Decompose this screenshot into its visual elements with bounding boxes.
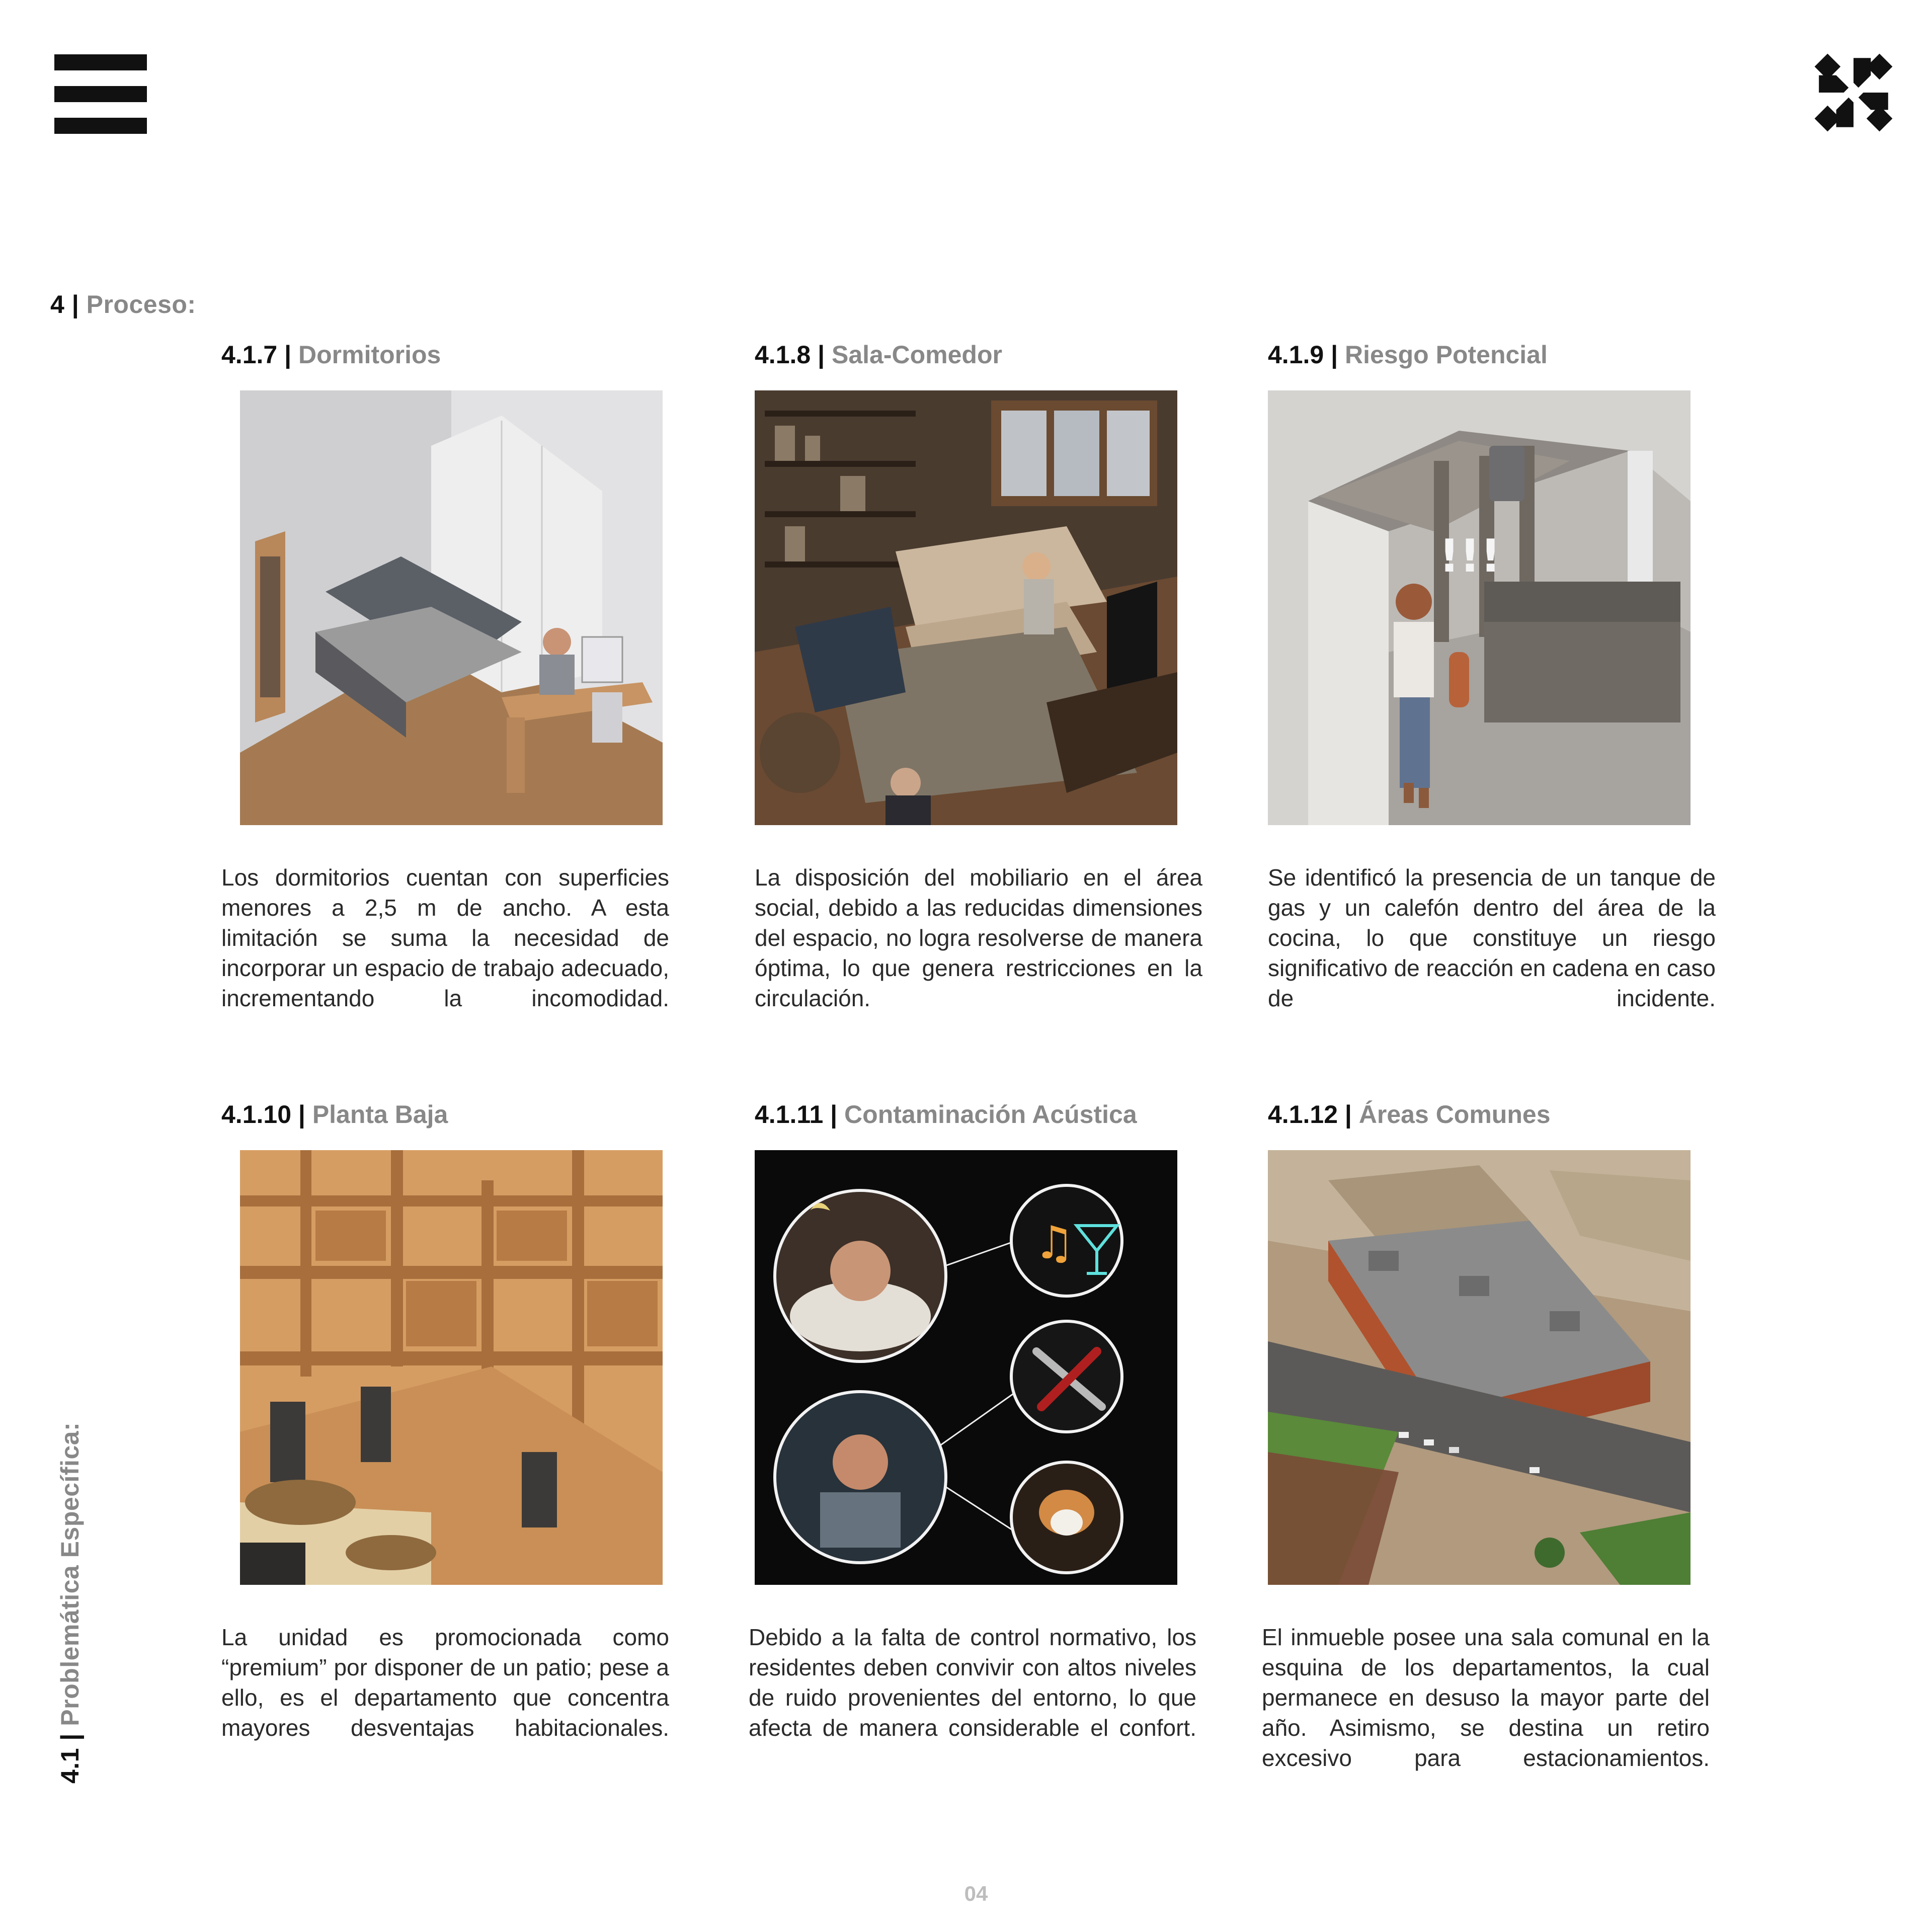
- kitchen-image: [1268, 390, 1691, 825]
- noise-image: [755, 1150, 1177, 1585]
- card-title: [221, 340, 441, 369]
- card-description: La disposición del mobiliario en el área social, debido a las reducidas dimensiones del espacio, no logra resolverse de manera óptima, lo que genera restricciones en la circulación.: [755, 864, 1202, 1011]
- card-number: 4.1.9 |: [1268, 341, 1338, 369]
- card-title: [1268, 1100, 1551, 1129]
- card-description: La unidad es promocionada como “premium” por disponer de un patio; pese a ello, es el departamento que concentra mayores desventajas habitacionales.: [221, 1624, 669, 1741]
- card-title: [755, 340, 1002, 369]
- card-description: Los dormitorios cuentan con superficies menores a 2,5 m de ancho. A esta limitación se suma la necesidad de incorporar un espacio de trabajo adecuado, incrementando la incomodidad.: [221, 864, 669, 1011]
- card-title: [755, 1100, 1137, 1129]
- living-room-image: [755, 390, 1177, 825]
- card-number: 4.1.10 |: [221, 1100, 305, 1129]
- card-number: 4.1.7 |: [221, 341, 292, 369]
- section-heading: [50, 290, 196, 319]
- section-number: 4 |: [50, 290, 79, 318]
- page-number: 04: [964, 1882, 988, 1905]
- side-section-label: [55, 1422, 85, 1784]
- bedroom-image: [240, 390, 663, 825]
- section-label: Proceso:: [86, 290, 196, 318]
- side-number: 4.1 |: [56, 1733, 84, 1784]
- side-label-text: Problemática Específica:: [56, 1422, 84, 1726]
- card-number: 4.1.8 |: [755, 341, 825, 369]
- card-number: 4.1.12 |: [1268, 1100, 1352, 1129]
- card-title-text: Sala-Comedor: [832, 341, 1002, 369]
- card-title-text: Contaminación Acústica: [844, 1100, 1137, 1129]
- card-description: Se identificó la presencia de un tanque de gas y un calefón dentro del área de la cocina, lo que constituye un riesgo significativo de reacción en cadena en caso de incidente.: [1268, 864, 1716, 1011]
- logo-icon: [1810, 49, 1897, 136]
- aerial-image: [1268, 1150, 1691, 1585]
- card-description: Debido a la falta de control normativo, los residentes deben convivir con altos niveles de ruido provenientes del entorno, lo que afecta de manera considerable el confort.: [749, 1624, 1196, 1741]
- card-number: 4.1.11 |: [755, 1100, 838, 1129]
- menu-bar: [54, 118, 147, 134]
- card-title-text: Áreas Comunes: [1358, 1100, 1551, 1129]
- menu-bar: [54, 54, 147, 70]
- svg-text:♫: ♫: [1034, 1217, 1075, 1269]
- card-description: El inmueble posee una sala comunal en la esquina de los departamentos, la cual permanece en desuso la mayor parte del año. Asimismo, se destina un retiro excesivo para estacionamientos.: [1262, 1624, 1710, 1771]
- svg-text:!!!: !!!: [1439, 530, 1501, 583]
- menu-bar: [54, 86, 147, 102]
- card-title: [1268, 340, 1548, 369]
- card-title-text: Planta Baja: [312, 1100, 448, 1129]
- ground-floor-image: [240, 1150, 663, 1585]
- card-title: [221, 1100, 448, 1129]
- hamburger-menu-icon[interactable]: [54, 54, 147, 134]
- card-title-text: Riesgo Potencial: [1345, 341, 1548, 369]
- card-title-text: Dormitorios: [298, 341, 441, 369]
